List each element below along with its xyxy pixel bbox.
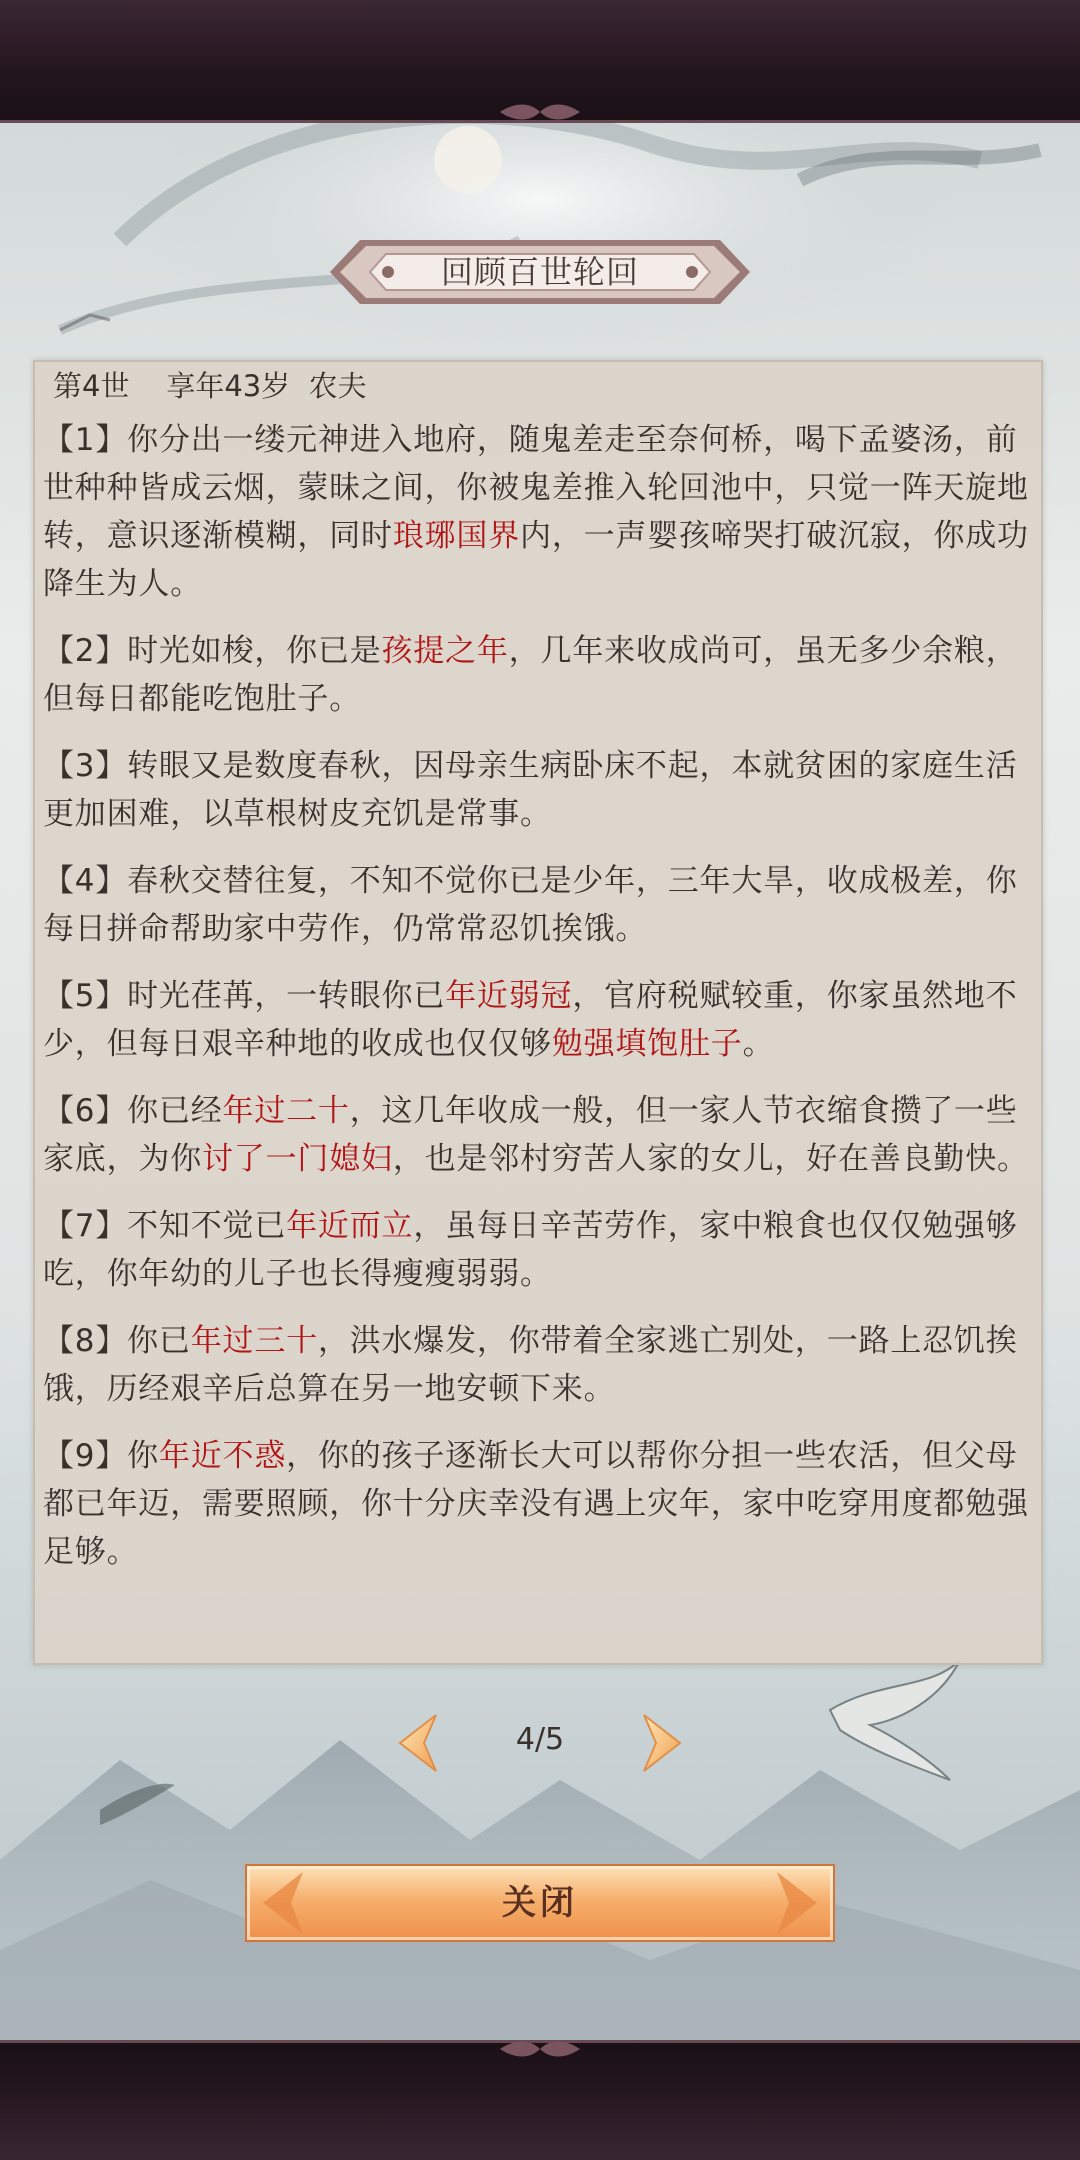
entry-index: 【7】 <box>43 1208 128 1244</box>
highlight-text: 勉强填饱肚子 <box>551 1026 743 1062</box>
chevron-left-icon[interactable] <box>388 1713 448 1773</box>
pager <box>0 1705 1080 1775</box>
entry-text: ，官府税赋较重，你家虽然地不少，但每日艰辛种地的收成也仅仅够 <box>43 978 1018 1062</box>
close-button[interactable] <box>245 1864 835 1942</box>
top-frame-bar <box>0 0 1080 123</box>
entry-text: 内，一声婴孩啼哭打破沉寂，你成功降生为人。 <box>43 518 1029 602</box>
page-title: 回顾百世轮回 <box>440 253 639 291</box>
entry-index: 【2】 <box>43 633 128 669</box>
entry-text: 。 <box>742 1026 775 1062</box>
title-plaque <box>330 232 750 312</box>
bottom-ornament-icon <box>490 2039 590 2059</box>
highlight-text: 孩提之年 <box>381 633 509 669</box>
event-entry <box>43 1317 1029 1413</box>
highlight-text: 年过二十 <box>222 1093 350 1129</box>
entry-index: 【1】 <box>43 422 128 458</box>
entry-text: ，虽每日辛苦劳作，家中粮食也仅仅勉强够吃，你年幼的儿子也长得瘦瘦弱弱。 <box>43 1208 1018 1292</box>
highlight-text: 年近弱冠 <box>445 978 573 1014</box>
life-review-panel[interactable] <box>33 360 1043 1665</box>
entry-text: 时光如梭，你已是 <box>127 633 382 669</box>
bottom-frame-bar <box>0 2040 1080 2160</box>
highlight-text: 年近而立 <box>286 1208 414 1244</box>
entry-text: 不知不觉已 <box>127 1208 287 1244</box>
entry-text: ，几年来收成尚可，虽无多少余粮，但每日都能吃饱肚子。 <box>43 633 1018 717</box>
entry-index: 【8】 <box>43 1323 128 1359</box>
entry-text: 你已经 <box>127 1093 223 1129</box>
highlight-text: 讨了一门媳妇 <box>202 1141 393 1177</box>
entry-index: 【5】 <box>43 978 128 1014</box>
entry-text: ，你的孩子逐渐长大可以帮你分担一些农活，但父母都已年迈，需要照顾，你十分庆幸没有遇上灾年，家中吃穿用度都勉强足够。 <box>43 1438 1029 1570</box>
entry-list <box>43 416 1029 1576</box>
entry-text: 春秋交替往复，不知不觉你已是少年，三年大旱，收成极差，你每日拼命帮助家中劳作，仍常常忍饥挨饿。 <box>43 863 1018 947</box>
entry-text: 你已 <box>127 1323 191 1359</box>
event-entry <box>43 1202 1029 1298</box>
chevron-right-icon[interactable] <box>632 1713 692 1773</box>
event-entry <box>43 1087 1029 1183</box>
top-ornament-icon <box>490 102 590 122</box>
highlight-text: 年过三十 <box>190 1323 318 1359</box>
highlight-text: 年近不惑 <box>158 1438 287 1474</box>
entry-text: ，洪水爆发，你带着全家逃亡别处，一路上忍饥挨饿，历经艰辛后总算在另一地安顿下来。 <box>43 1323 1018 1407</box>
event-entry <box>43 627 1029 723</box>
entry-text: ，也是邻村穷苦人家的女儿，好在善良勤快。 <box>392 1141 1029 1177</box>
entry-index: 【6】 <box>43 1093 128 1129</box>
event-entry <box>43 1432 1029 1576</box>
entry-text: 时光荏苒，一转眼你已 <box>127 978 446 1014</box>
page-indicator: 4/5 <box>515 1722 565 1757</box>
event-entry <box>43 742 1029 838</box>
entry-text: 你 <box>127 1438 159 1474</box>
entry-text: ，这几年收成一般，但一家人节衣缩食攒了一些家底，为你 <box>43 1093 1018 1177</box>
close-button-label: 关闭 <box>502 1883 578 1923</box>
event-entry <box>43 972 1029 1068</box>
entry-index: 【3】 <box>43 748 128 784</box>
entry-index: 【9】 <box>43 1438 128 1474</box>
life-header: 第4世 享年43岁 农夫 <box>53 369 367 403</box>
entry-index: 【4】 <box>43 863 128 899</box>
event-entry <box>43 857 1029 953</box>
highlight-text: 琅琊国界 <box>392 518 521 554</box>
event-entry <box>43 416 1029 608</box>
entry-text: 你分出一缕元神进入地府，随鬼差走至奈何桥，喝下孟婆汤，前世种种皆成云烟，蒙昧之间，你被鬼差推入轮回池中，只觉一阵天旋地转，意识逐渐模糊，同时 <box>43 422 1029 554</box>
entry-text: 转眼又是数度春秋，因母亲生病卧床不起，本就贫困的家庭生活更加困难，以草根树皮充饥是常事。 <box>43 748 1018 832</box>
